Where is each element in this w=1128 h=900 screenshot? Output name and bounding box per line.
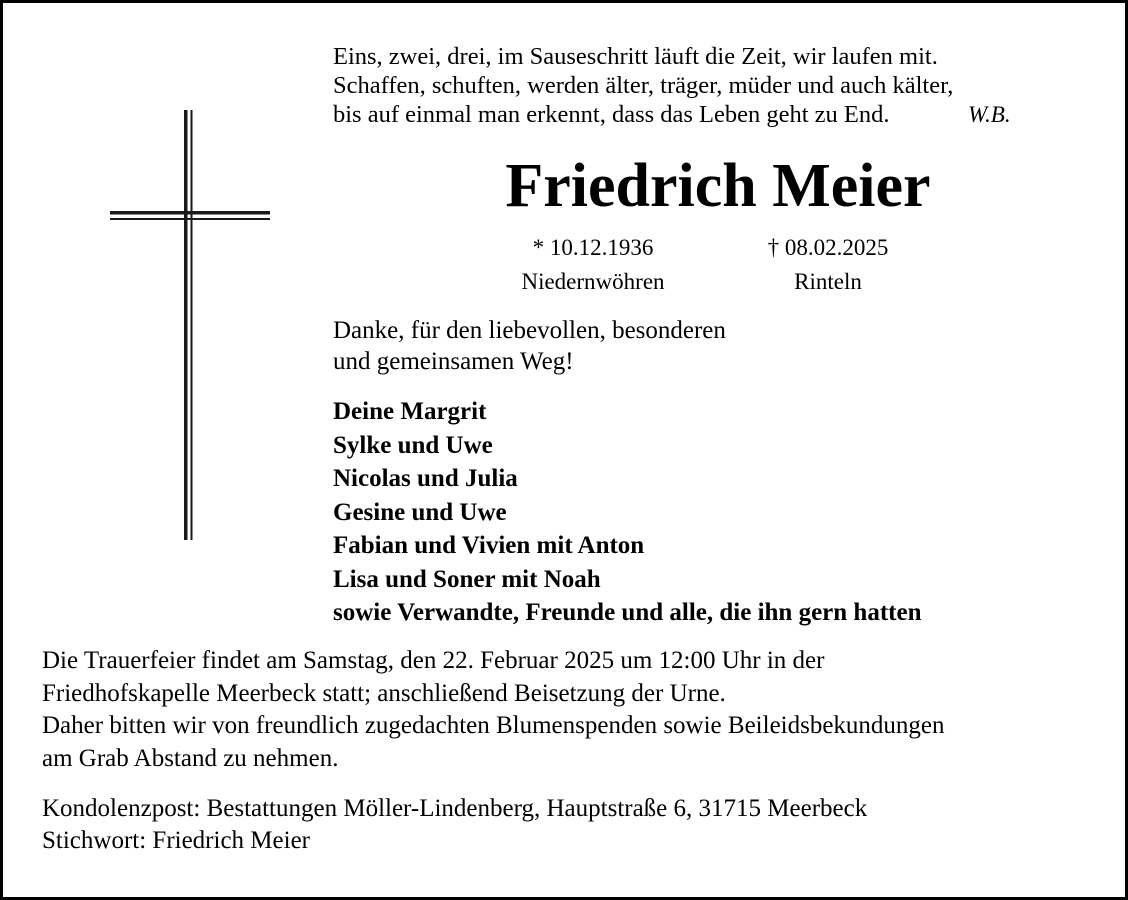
ceremony-line: Friedhofskapelle Meerbeck statt; anschließend Beisetzung der Urne. [42,679,726,707]
family-member: Gesine und Uwe [333,498,507,526]
death-info [733,231,923,299]
family-member: Nicolas und Julia [333,465,518,492]
poem-line: Eins, zwei, drei, im Sauseschritt läuft die Zeit, wir laufen mit. [333,43,938,70]
death-place: Rinteln [794,269,862,294]
birth-place: Niedernwöhren [521,269,665,294]
condolence-keyword: Stichwort: Friedrich Meier [42,827,310,854]
family-member: Sylke und Uwe [333,431,493,459]
birth-info [503,231,683,299]
poem-author: W.B. [968,102,1011,127]
poem-line: Schaffen, schuften, werden älter, träger, müder und auch kälter, [333,72,954,99]
condolence-address: Kondolenzpost: Bestattungen Möller-Lindenberg, Hauptstraße 6, 31715 Meerbeck [42,795,868,822]
birth-date: * 10.12.1936 [532,235,654,260]
family-member: sowie Verwandte, Freunde und alle, die ihn gern hatten [333,599,922,626]
condolence-contact [42,793,867,857]
thanks-message [333,315,726,377]
ceremony-line: Die Trauerfeier findet am Samstag, den 22. Februar 2025 um 12:00 Uhr in der [42,647,825,674]
cross-icon [110,110,270,540]
death-date: † 08.02.2025 [767,235,889,260]
family-list [333,395,921,630]
ceremony-line: Daher bitten wir von freundlich zugedachten Blumenspenden sowie Beileidsbekundungen [42,712,945,739]
family-member: Lisa und Soner mit Noah [333,565,601,593]
family-member: Fabian und Vivien mit Anton [333,532,645,559]
family-member: Deine Margrit [333,398,487,425]
thanks-line: Danke, für den liebevollen, besonderen [333,317,726,344]
thanks-line: und gemeinsamen Weg! [333,348,574,375]
ceremony-notice [42,645,945,775]
deceased-name: Friedrich Meier [505,152,931,220]
poem [333,42,1053,129]
poem-line: bis auf einmal man erkennt, dass das Leben geht zu End. [333,101,890,128]
ceremony-line: am Grab Abstand zu nehmen. [42,744,339,772]
